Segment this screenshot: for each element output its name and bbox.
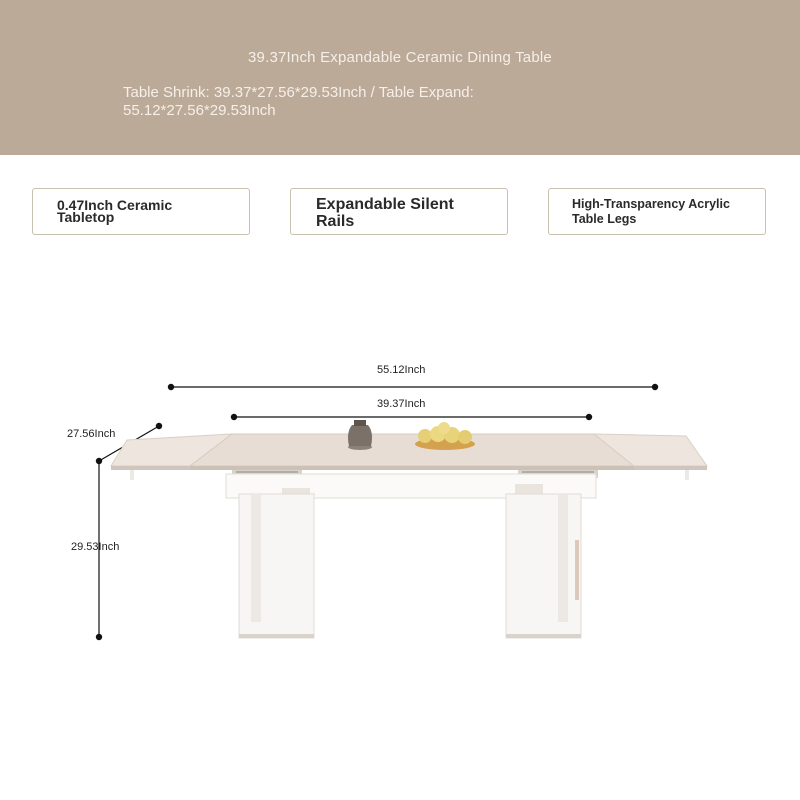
shrunk-length-label: 39.37Inch <box>377 398 426 410</box>
expanded-length-dimension-line <box>168 384 658 390</box>
height-label: 29.53Inch <box>71 541 120 553</box>
shrunk-length-dimension-line <box>231 414 592 420</box>
product-dimensions: Table Shrink: 39.37*27.56*29.53Inch / Table Expand: 55.12*27.56*29.53Inch <box>123 84 474 119</box>
dining-table <box>111 434 707 638</box>
feature-label: Expandable Silent Rails <box>316 196 454 230</box>
expanded-length-label: 55.12Inch <box>377 364 426 376</box>
vase-decoration <box>348 420 372 450</box>
feature-label: 0.47Inch Ceramic Tabletop <box>57 197 173 225</box>
depth-label: 27.56Inch <box>67 428 116 440</box>
feature-label: High-Transparency Acrylic Table Legs <box>572 197 730 226</box>
product-title: 39.37Inch Expandable Ceramic Dining Table <box>248 49 552 66</box>
fruit-bowl-decoration <box>415 422 475 450</box>
